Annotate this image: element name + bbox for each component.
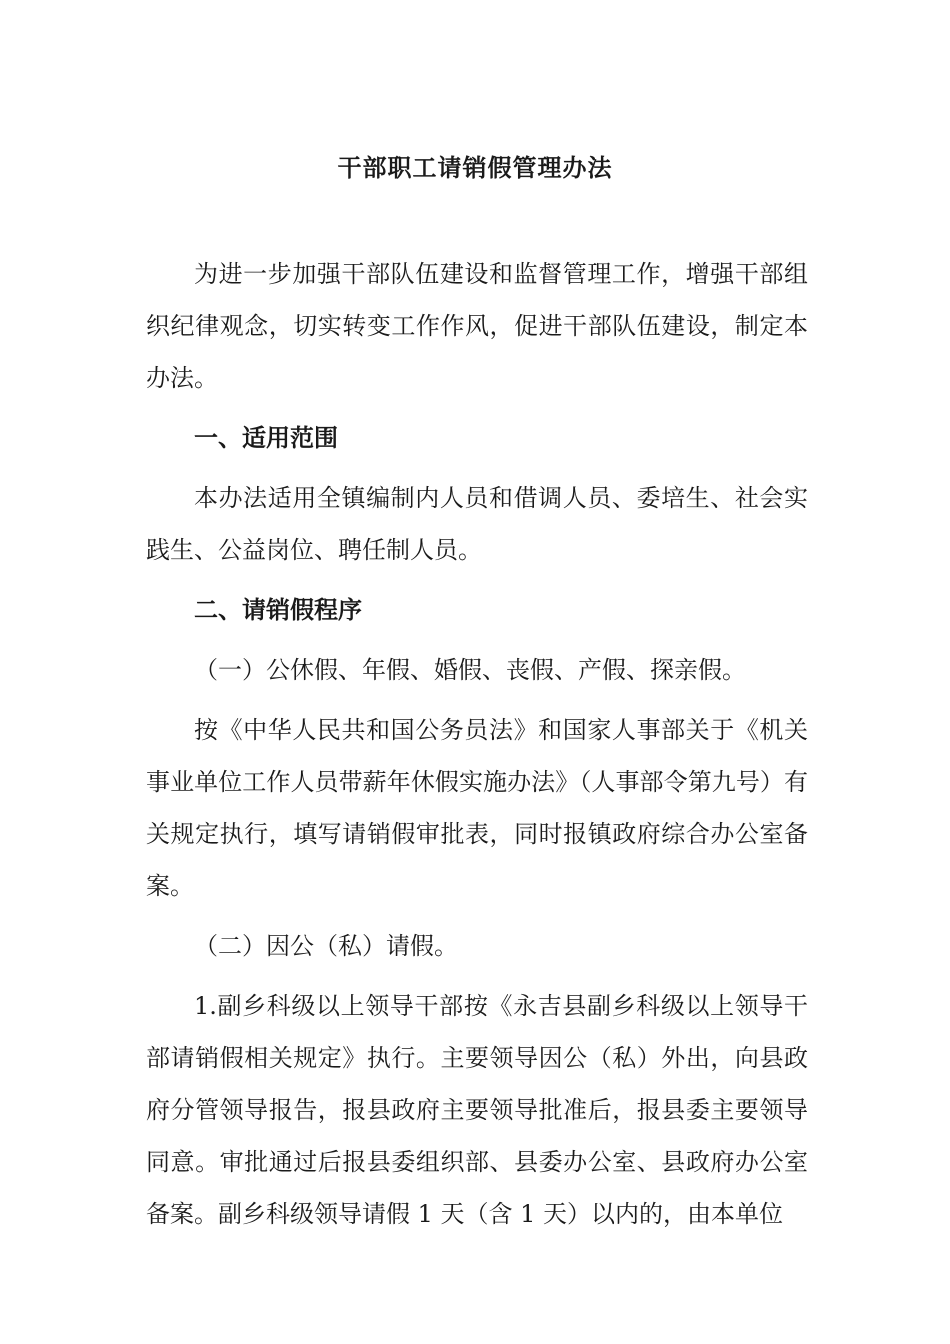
- section-heading-scope: 一、适用范围: [194, 424, 338, 452]
- subsection-business-private-leave: （二）因公（私）请假。: [194, 932, 458, 960]
- document-body: [146, 248, 808, 1248]
- section-heading-procedure: 二、请销假程序: [194, 596, 362, 624]
- leader-leave-paragraph: 1.副乡科级以上领导干部按《永吉县副乡科级以上领导干部请销假相关规定》执行。主要领导因公（私）外出，向县政府分管领导报告，报县政府主要领导批准后，报县委主要领导同意。审批通过后报县委组织部、县委办公室、县政府办公室备案。副乡科级领导请假 1 天（含 1 天）以内的，由本单位: [146, 992, 808, 1228]
- document-title: 干部职工请销假管理办法: [337, 154, 613, 182]
- subsection-leave-types: （一）公休假、年假、婚假、丧假、产假、探亲假。: [194, 656, 746, 684]
- leave-rules-paragraph: 按《中华人民共和国公务员法》和国家人事部关于《机关事业单位工作人员带薪年休假实施办法》（人事部令第九号）有关规定执行，填写请销假审批表，同时报镇政府综合办公室备案。: [146, 716, 808, 900]
- intro-paragraph: 为进一步加强干部队伍建设和监督管理工作，增强干部组织纪律观念，切实转变工作作风，促进干部队伍建设，制定本办法。: [146, 260, 808, 392]
- scope-paragraph: 本办法适用全镇编制内人员和借调人员、委培生、社会实践生、公益岗位、聘任制人员。: [146, 484, 808, 564]
